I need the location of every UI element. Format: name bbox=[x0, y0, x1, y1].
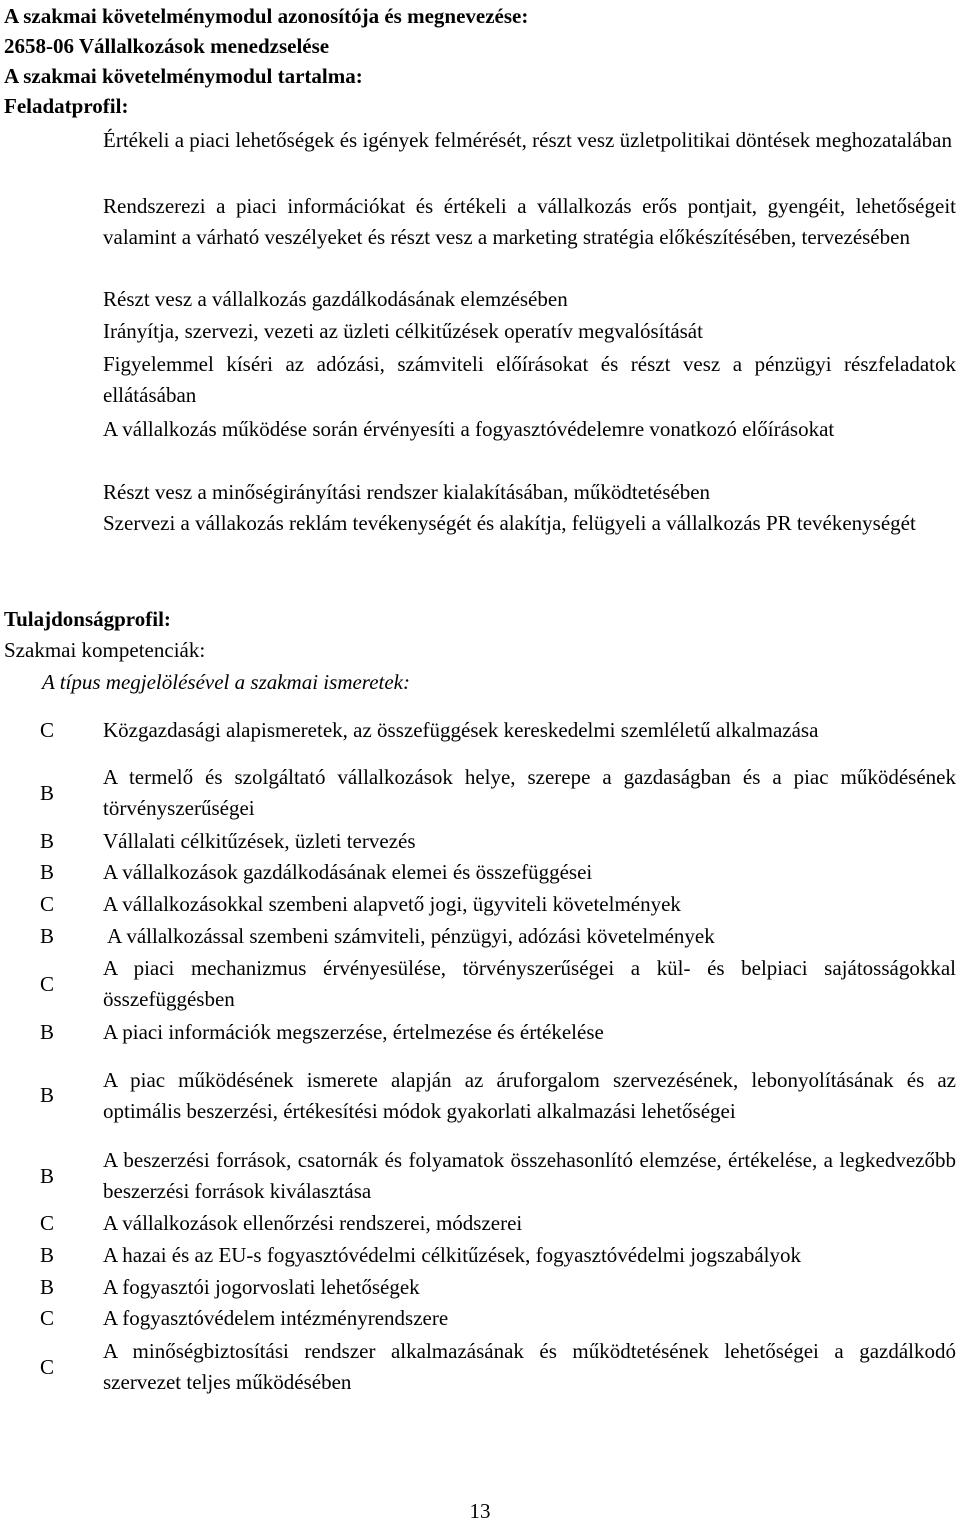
knowledge-text: A beszerzési források, csatornák és folyamatok összehasonlító elemzése, értékelése, a legkedvezőbb beszerzési források kiválasztása bbox=[103, 1148, 956, 1203]
modul-id: 2658-06 Vállalkozások menedzselése bbox=[4, 34, 330, 58]
property-profile-label: Tulajdonságprofil: bbox=[4, 607, 171, 631]
modul-content-label: A szakmai követelménymodul tartalma: bbox=[4, 64, 363, 88]
knowledge-type: B bbox=[40, 924, 55, 948]
knowledge-row bbox=[0, 921, 960, 952]
knowledge-text: A vállalkozások ellenőrzési rendszerei, módszerei bbox=[103, 1211, 523, 1235]
knowledge-row bbox=[0, 857, 960, 888]
knowledge-type: C bbox=[40, 1306, 55, 1330]
knowledge-type: B bbox=[40, 1083, 55, 1107]
knowledge-row bbox=[0, 1017, 960, 1048]
task-profile-label: Feladatprofil: bbox=[4, 94, 129, 118]
knowledge-type: C bbox=[40, 718, 55, 742]
task-item: Irányítja, szervezi, vezeti az üzleti célkitűzések operatív megvalósítását bbox=[103, 319, 703, 343]
knowledge-type: B bbox=[40, 780, 55, 805]
knowledge-type: B bbox=[40, 829, 55, 853]
knowledge-row bbox=[0, 1240, 960, 1271]
knowledge-row bbox=[0, 762, 960, 824]
knowledge-text: A termelő és szolgáltató vállalkozások helye, szerepe a gazdaságban és a piac működésének törvényszerűségei bbox=[103, 765, 956, 820]
task-item: Részt vesz a vállalkozás gazdálkodásának elemzésében bbox=[103, 287, 568, 311]
knowledge-row bbox=[0, 715, 960, 746]
knowledge-text: Vállalati célkitűzések, üzleti tervezés bbox=[103, 829, 416, 853]
knowledge-row bbox=[0, 889, 960, 920]
knowledge-row bbox=[0, 953, 960, 1015]
task-item: Értékeli a piaci lehetőségek és igények felmérését, részt vesz üzletpolitikai döntések meghozatalában bbox=[103, 128, 952, 152]
knowledge-type: C bbox=[40, 892, 55, 916]
knowledge-type: C bbox=[40, 1354, 55, 1379]
knowledge-text: A vállalkozásokkal szembeni alapvető jogi, ügyviteli követelmények bbox=[103, 892, 681, 916]
knowledge-type: C bbox=[40, 971, 55, 996]
knowledge-text: A vállalkozások gazdálkodásának elemei és összefüggései bbox=[103, 860, 593, 884]
knowledge-text: A piaci információk megszerzése, értelmezése és értékelése bbox=[103, 1020, 604, 1044]
knowledge-type: B bbox=[40, 1163, 55, 1188]
page-number: 13 bbox=[469, 1499, 491, 1523]
knowledge-type: B bbox=[40, 1243, 55, 1267]
knowledge-text: A vállalkozással szembeni számviteli, pénzügyi, adózási követelmények bbox=[103, 924, 715, 948]
knowledge-row bbox=[0, 1145, 960, 1207]
competencies-label: Szakmai kompetenciák: bbox=[4, 638, 206, 662]
knowledge-text: A piaci mechanizmus érvényesülése, törvényszerűségei a kül- és belpiaci sajátosságokkal összefüggésben bbox=[103, 956, 956, 1011]
knowledge-text: A minőségbiztosítási rendszer alkalmazásának és működtetésének lehetőségei a gazdálkodó szervezet teljes működésében bbox=[103, 1339, 956, 1394]
knowledge-type: B bbox=[40, 860, 55, 884]
knowledge-text: A hazai és az EU-s fogyasztóvédelmi célkitűzések, fogyasztóvédelmi jogszabályok bbox=[103, 1243, 802, 1267]
knowledge-row bbox=[0, 1208, 960, 1239]
knowledge-text: A fogyasztói jogorvoslati lehetőségek bbox=[103, 1275, 420, 1299]
knowledge-row bbox=[0, 826, 960, 857]
knowledge-row bbox=[0, 1049, 960, 1142]
knowledge-type: C bbox=[40, 1211, 55, 1235]
knowledge-type: B bbox=[40, 1020, 55, 1044]
knowledge-row bbox=[0, 1336, 960, 1398]
knowledge-text: A fogyasztóvédelem intézményrendszere bbox=[103, 1306, 449, 1330]
knowledge-row bbox=[0, 1272, 960, 1303]
knowledge-row bbox=[0, 1303, 960, 1334]
task-item: Részt vesz a minőségirányítási rendszer kialakításában, működtetésében bbox=[103, 480, 711, 504]
knowledge-text: Közgazdasági alapismeretek, az összefüggések kereskedelmi szemléletű alkalmazása bbox=[103, 718, 819, 742]
knowledge-label: A típus megjelölésével a szakmai ismeretek: bbox=[42, 670, 410, 694]
task-item: Rendszerezi a piaci információkat és értékeli a vállalkozás erős pontjait, gyengéit, lehetőségeit valamint a várható veszélyeket és részt vesz a marketing stratégia előkészítésében, tervezésében bbox=[103, 194, 956, 249]
modul-id-label: A szakmai követelménymodul azonosítója és megnevezése: bbox=[4, 4, 529, 28]
knowledge-text: A piac működésének ismerete alapján az áruforgalom szervezésének, lebonyolításának és az optimális beszerzési, értékesítési módok gyakorlati alkalmazási lehetőségei bbox=[103, 1067, 956, 1123]
task-item: A vállalkozás működése során érvényesíti a fogyasztóvédelemre vonatkozó előírásokat bbox=[103, 417, 835, 441]
knowledge-type: B bbox=[40, 1275, 55, 1299]
task-item: Szervezi a vállakozás reklám tevékenységét és alakítja, felügyeli a vállalkozás PR tevékenységét bbox=[103, 511, 916, 535]
task-item: Figyelemmel kíséri az adózási, számviteli előírásokat és részt vesz a pénzügyi részfeladatok ellátásában bbox=[103, 352, 956, 407]
